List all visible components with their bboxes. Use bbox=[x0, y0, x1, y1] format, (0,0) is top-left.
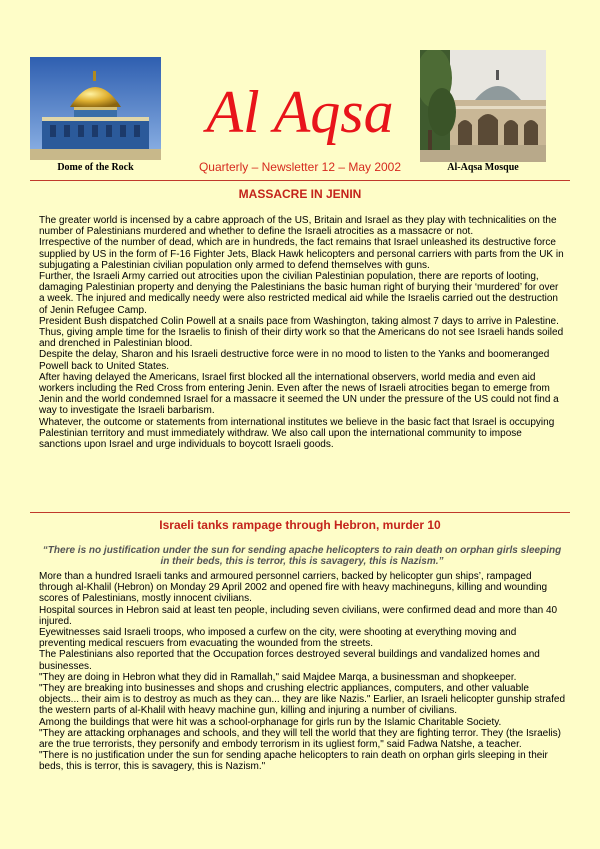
paragraph: "They are breaking into businesses and shops and crushing electric appliances, computers, and other valuable objects... their aim is to destroy as much as they can... they are like Nazis." Earlier, an Israeli helicopter gunship strafed the western parts of al-Khalil with heavy machine gun, killing and injuring a number of civilians. bbox=[39, 683, 566, 717]
article-heading-hebron: Israeli tanks rampage through Hebron, murder 10 bbox=[159, 518, 441, 532]
paragraph: The Palestinians also reported that the Occupation forces destroyed several buildings and vandalized homes and businesses. bbox=[39, 649, 540, 672]
dome-of-the-rock-photo bbox=[30, 57, 161, 160]
paragraph: Further, the Israeli Army carried out atrocities upon the civilian Palestinian population, there are reports of looting, damaging Palestinian property and denying the Palestinians the basic human right of burying their ‘murdered’ for over a week. The injured and medically needy were also restricted medical aid while the Israelis carried out the destruction of Jenin Refugee Camp. bbox=[39, 271, 559, 316]
pull-quote: “There is no justification under the sun for sending apache helicopters to rain death on orphan girls sleeping in their beds, this is terror, this is savagery, this is Nazism.” bbox=[42, 545, 562, 568]
paragraph: "There is no justification under the sun for sending apache helicopters to rain death on orphan girls sleeping in their beds, this is terror, this is savagery, this is Nazism." bbox=[39, 750, 548, 773]
newsletter-subtitle: Quarterly – Newsletter 12 – May 2002 bbox=[198, 160, 402, 174]
paragraph: The greater world is incensed by a cabre approach of the US, Britain and Israel as they play with technicalities on the number of Palestinians murdered and whether to define the Israeli atrocities as a massacre or not. bbox=[39, 215, 557, 238]
paragraph: Eyewitnesses said Israeli troops, who imposed a curfew on the city, were shooting at everything moving and preventing medical rescuers from evacuating the wounded from the streets. bbox=[39, 627, 517, 650]
dome-of-the-rock-caption: Dome of the Rock bbox=[57, 162, 134, 173]
al-aqsa-mosque-caption: Al-Aqsa Mosque bbox=[447, 162, 519, 173]
newsletter-title: Al Aqsa bbox=[206, 79, 394, 145]
divider bbox=[30, 512, 570, 513]
paragraph: Irrespective of the number of dead, which are in hundreds, the fact remains that Israel unleashed its destructive force supplied by US in the form of F-16 Fighter Jets, Black Hawk helicopters and personal carriers with parts from the UK in subjugating a Palestinian civilian population only armed to defend themselves with guns. bbox=[39, 237, 564, 271]
divider bbox=[30, 180, 570, 181]
paragraph: Despite the delay, Sharon and his Israeli destructive force were in no mood to listen to the Yanks and boomeranged Powell back to United States. bbox=[39, 349, 550, 372]
article-body-hebron bbox=[39, 571, 565, 773]
paragraph: More than a hundred Israeli tanks and armoured personnel carriers, backed by helicopter gun ships’, rampaged through al-Khalil (Hebron) on Monday 29 April 2002 and opened fire with heavy machineguns, killing and wounding scores of Palestinians, mostly innocent civilians. bbox=[39, 571, 548, 605]
paragraph: Whatever, the outcome or statements from international institutes we believe in the basic fact that Israel is occupying Palestinian territory and must immediately withdraw. We also call upon the international community to impose sanctions upon Israel and urge individuals to boycott Israeli goods. bbox=[39, 416, 555, 451]
paragraph: "They are doing in Hebron what they did in Ramallah," said Majdee Marqa, a businessman and shopkeeper. bbox=[39, 671, 517, 683]
paragraph: President Bush dispatched Colin Powell at a snails pace from Washington, taking almost 7 days to arrive in Palestine. Thus, giving ample time for the Israelis to finish of their dirty work so that the Americans do not see Israeli hands soiled and drenched in Palestinian blood. bbox=[39, 315, 564, 350]
al-aqsa-mosque-photo bbox=[420, 50, 546, 162]
paragraph: "They are attacking orphanages and schools, and they will tell the world that they are fighting terror. They (the Israelis) are the true terrorists, they personify and embody terrorism in its ugliest form," said Fadwa Natshe, a teacher. bbox=[39, 727, 561, 751]
paragraph: Hospital sources in Hebron said at least ten people, including seven civilians, were confirmed dead and more than 40 injured. bbox=[39, 604, 558, 627]
article-body-jenin bbox=[39, 215, 565, 450]
paragraph: Among the buildings that were hit was a school-orphanage for girls run by the Islamic Charitable Society. bbox=[39, 716, 502, 728]
paragraph: After having delayed the Americans, Israel first blocked all the international observers, world media and even aid workers including the Red Cross from entering Jenin. Even after the news of Israeli atrocities began to emerge from Jenin and the world condemned Israel for a massacre it seemed the UN under the pressure of the US could not find a way to investigate the Israeli barbarism. bbox=[39, 371, 559, 417]
article-heading-jenin: MASSACRE IN JENIN bbox=[238, 187, 362, 201]
